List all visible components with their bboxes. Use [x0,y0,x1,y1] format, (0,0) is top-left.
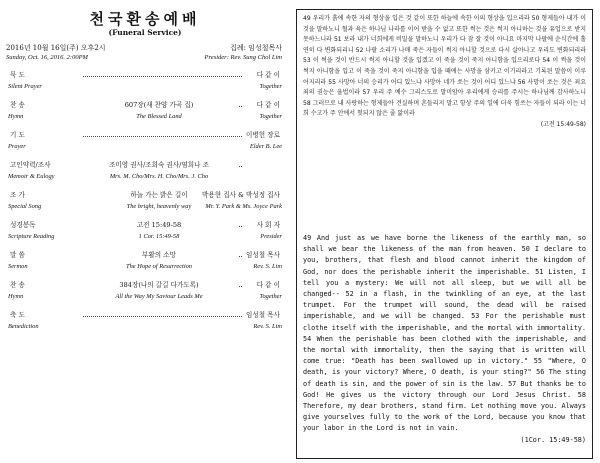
order-item-detail: 고전 15:49-58 [80,220,238,231]
order-list [2,70,288,340]
scripture-korean-text: 49 우리가 흙에 속한 자의 형상을 입은 것 같이 또한 하늘에 속한 이의 형상을 입으리라 50 형제들아 내가 이것을 말하노니 혈과 육은 하나님 나라를 이어 받을 수 없고 또한 썩는 것은 썩지 아니하는 것을 유업으로 받지 못하느니라 51 보라 내가 너희에게 비밀을 말하노니 우리가 다 잠 잘 것이 아니요 마지막 나팔에 순식간에 홀연히 다 변화되리니 52 나팔 소리가 나매 죽은 자들이 썩지 아니할 것으로 다시 살아나고 우리도 변화되리라 53 이 썩을 것이 반드시 썩지 아니할 것을 입겠고 이 죽을 것이 죽지 아니함을 입으리로다 54 이 썩을 것이 썩지 아니함을 입고 이 죽을 것이 죽지 아니함을 입을 때에는 사망을 삼키고 이기리라고 기록된 말씀이 이루어지리라 55 사망아 너의 승리가 어디 있느냐 사망아 네가 쏘는 것이 어디 있느냐 56 사망이 쏘는 것은 죄요 죄의 권능은 율법이라 57 우리 주 예수 그리스도로 말미암아 우리에게 승리를 주시는 하나님께 감사하노니 58 그러므로 내 사랑하는 형제들아 견실하며 흔들리지 말고 항상 주의 일에 더욱 힘쓰는 자들이 되라 이는 너희 수고가 주 안에서 헛되지 않은 줄 앎이라 [303,15,586,118]
order-item-leader: 다 같 이 [256,71,280,79]
order-item-leader: 다 같 이 [256,281,280,289]
order-item [2,250,288,280]
service-title: 천국환송예배 [89,10,201,28]
order-item-ko: 찬 송 [8,100,82,111]
scripture-english-text: 49 And just as we have borne the likeness of the earthly man, so shall we bear the likeness of the man from heaven. 50 I declare to you, brothers, that flesh and blood cannot inherit the kingdom of God, nor does the perishable inherit the imperishable. 51 Listen, I tell you a mystery: We will not all sleep, but we will all be changed-- 52 in a flash, in the twinkling of an eye, at the last trumpet. For the trumpet will sound, the dead will be raised imperishable, and we will be changed. 53 For the perishable must clothe itself with the imperishable, and the mortal with immortality. 54 When the perishable has been clothed with the imperishable, and the mortal with immortality, then the saying that is written will come true: "Death has been swallowed up in victory." 55 "Where, O death, is your victory? Where, O death, is your sting?" 56 The sting of death is sin, and the power of sin is the law. 57 But thanks be to God! He gives us the victory through our Lord Jesus Christ. 58 Therefore, my dear brothers, stand firm. Let nothing move you. Always give yourselves fully to the work of the Lord, because you know that your labor in the Lord is not in vain. [303,234,586,433]
order-item-detail: 조미영 권사/조희숙 권사/염희나 조 [80,160,238,171]
order-item-leader: 박용현 집사 & 박성정 집사 [202,191,280,199]
presider-en: Presider: Rev. Sung Chol Lim [204,54,282,61]
service-date-en: Sunday, Oct. 16, 2016. 2:00PM [6,54,88,61]
order-item [2,130,288,160]
service-date-ko: 2016년 10월 16일(주) 오후2시 [6,44,106,52]
scripture-korean-reference: (고전 15:49-58) [540,120,586,128]
order-item-leader-en: Together [259,83,282,90]
order-item-detail-en: 1 Cor. 15:49-58 [138,233,180,240]
order-item-ko: 고인약력/조사 [8,160,82,171]
order-item-detail: 하늘 가는 밝은 길이 [80,190,238,201]
scripture-english-reference: (1Cor. 15:49-58) [520,435,586,444]
order-item-leader-en: Together [259,293,282,300]
order-item-leader-en: Together [259,113,282,120]
order-item-en: Prayer [8,143,26,150]
order-item [2,280,288,310]
order-item-ko: 말 씀 [8,250,82,261]
order-item-ko: 성경봉독 [8,220,82,231]
order-item-en: Benediction [8,323,39,330]
order-item-en: Hymn [8,293,24,300]
order-item-detail-en: All the Way My Saviour Leads Me [115,293,203,300]
service-subtitle: (Funeral Service) [108,28,182,37]
scripture-panel [296,9,593,459]
order-item-leader: 다 같 이 [256,101,280,109]
order-item [2,70,288,100]
order-item-leader-en: Rev. S. Lim [253,323,282,330]
order-of-service-panel [2,10,288,460]
order-item-leader-en: Elder B. Lee [249,143,282,150]
order-item-ko: 묵 도 [8,70,82,81]
scripture-korean [303,14,586,131]
order-item-detail: 607장(새 찬양 가곡 집) [80,100,238,111]
order-item-ko: 기 도 [8,130,82,141]
order-item-ko: 축 도 [8,310,82,321]
order-item [2,310,288,340]
presider-ko: 집례: 임성철목사 [230,44,282,52]
order-item-en: Hymn [8,113,24,120]
order-item-en: Silent Prayer [8,83,42,90]
order-item-detail-en: The Blessed Land [136,113,182,120]
order-item-leader: 사 회 자 [256,221,280,229]
order-item-detail: 부활의 소망 [80,250,238,261]
order-item-en: Sermon [8,263,28,270]
order-item-leader-en: Rev. S. Lim [253,263,282,270]
order-item-leader: 임성철 목사 [246,251,280,259]
service-meta [2,44,288,66]
order-item [2,160,288,190]
order-item [2,100,288,130]
order-item-detail-en: The bright, heavenly way [126,203,192,210]
order-item-leader-en: Presider [260,233,282,240]
order-item [2,220,288,250]
order-item-en: Scripture Reading [8,233,55,240]
order-item-detail-en: Mrs. M. Cho/Mrs. H. Cho/Mrs. J. Cho [109,173,209,180]
order-item-detail: 384장(나의 갈길 다가도록) [80,280,238,291]
order-item-en: Special Song [8,203,42,210]
bulletin-header [2,10,288,38]
order-item-leader-en: Mr. Y. Park & Ms. Joyce Park [205,203,282,210]
order-item-detail-en: The Hope of Resurrection [126,263,192,270]
order-item-leader: 임성철 목사 [246,311,280,319]
order-item [2,190,288,220]
order-item-en: Memoir & Eulogy [8,173,55,180]
order-item-ko: 찬 송 [8,280,82,291]
scripture-english [303,233,586,446]
order-item-leader: 이병헌 장로 [246,131,280,139]
order-item-ko: 조 가 [8,190,82,201]
